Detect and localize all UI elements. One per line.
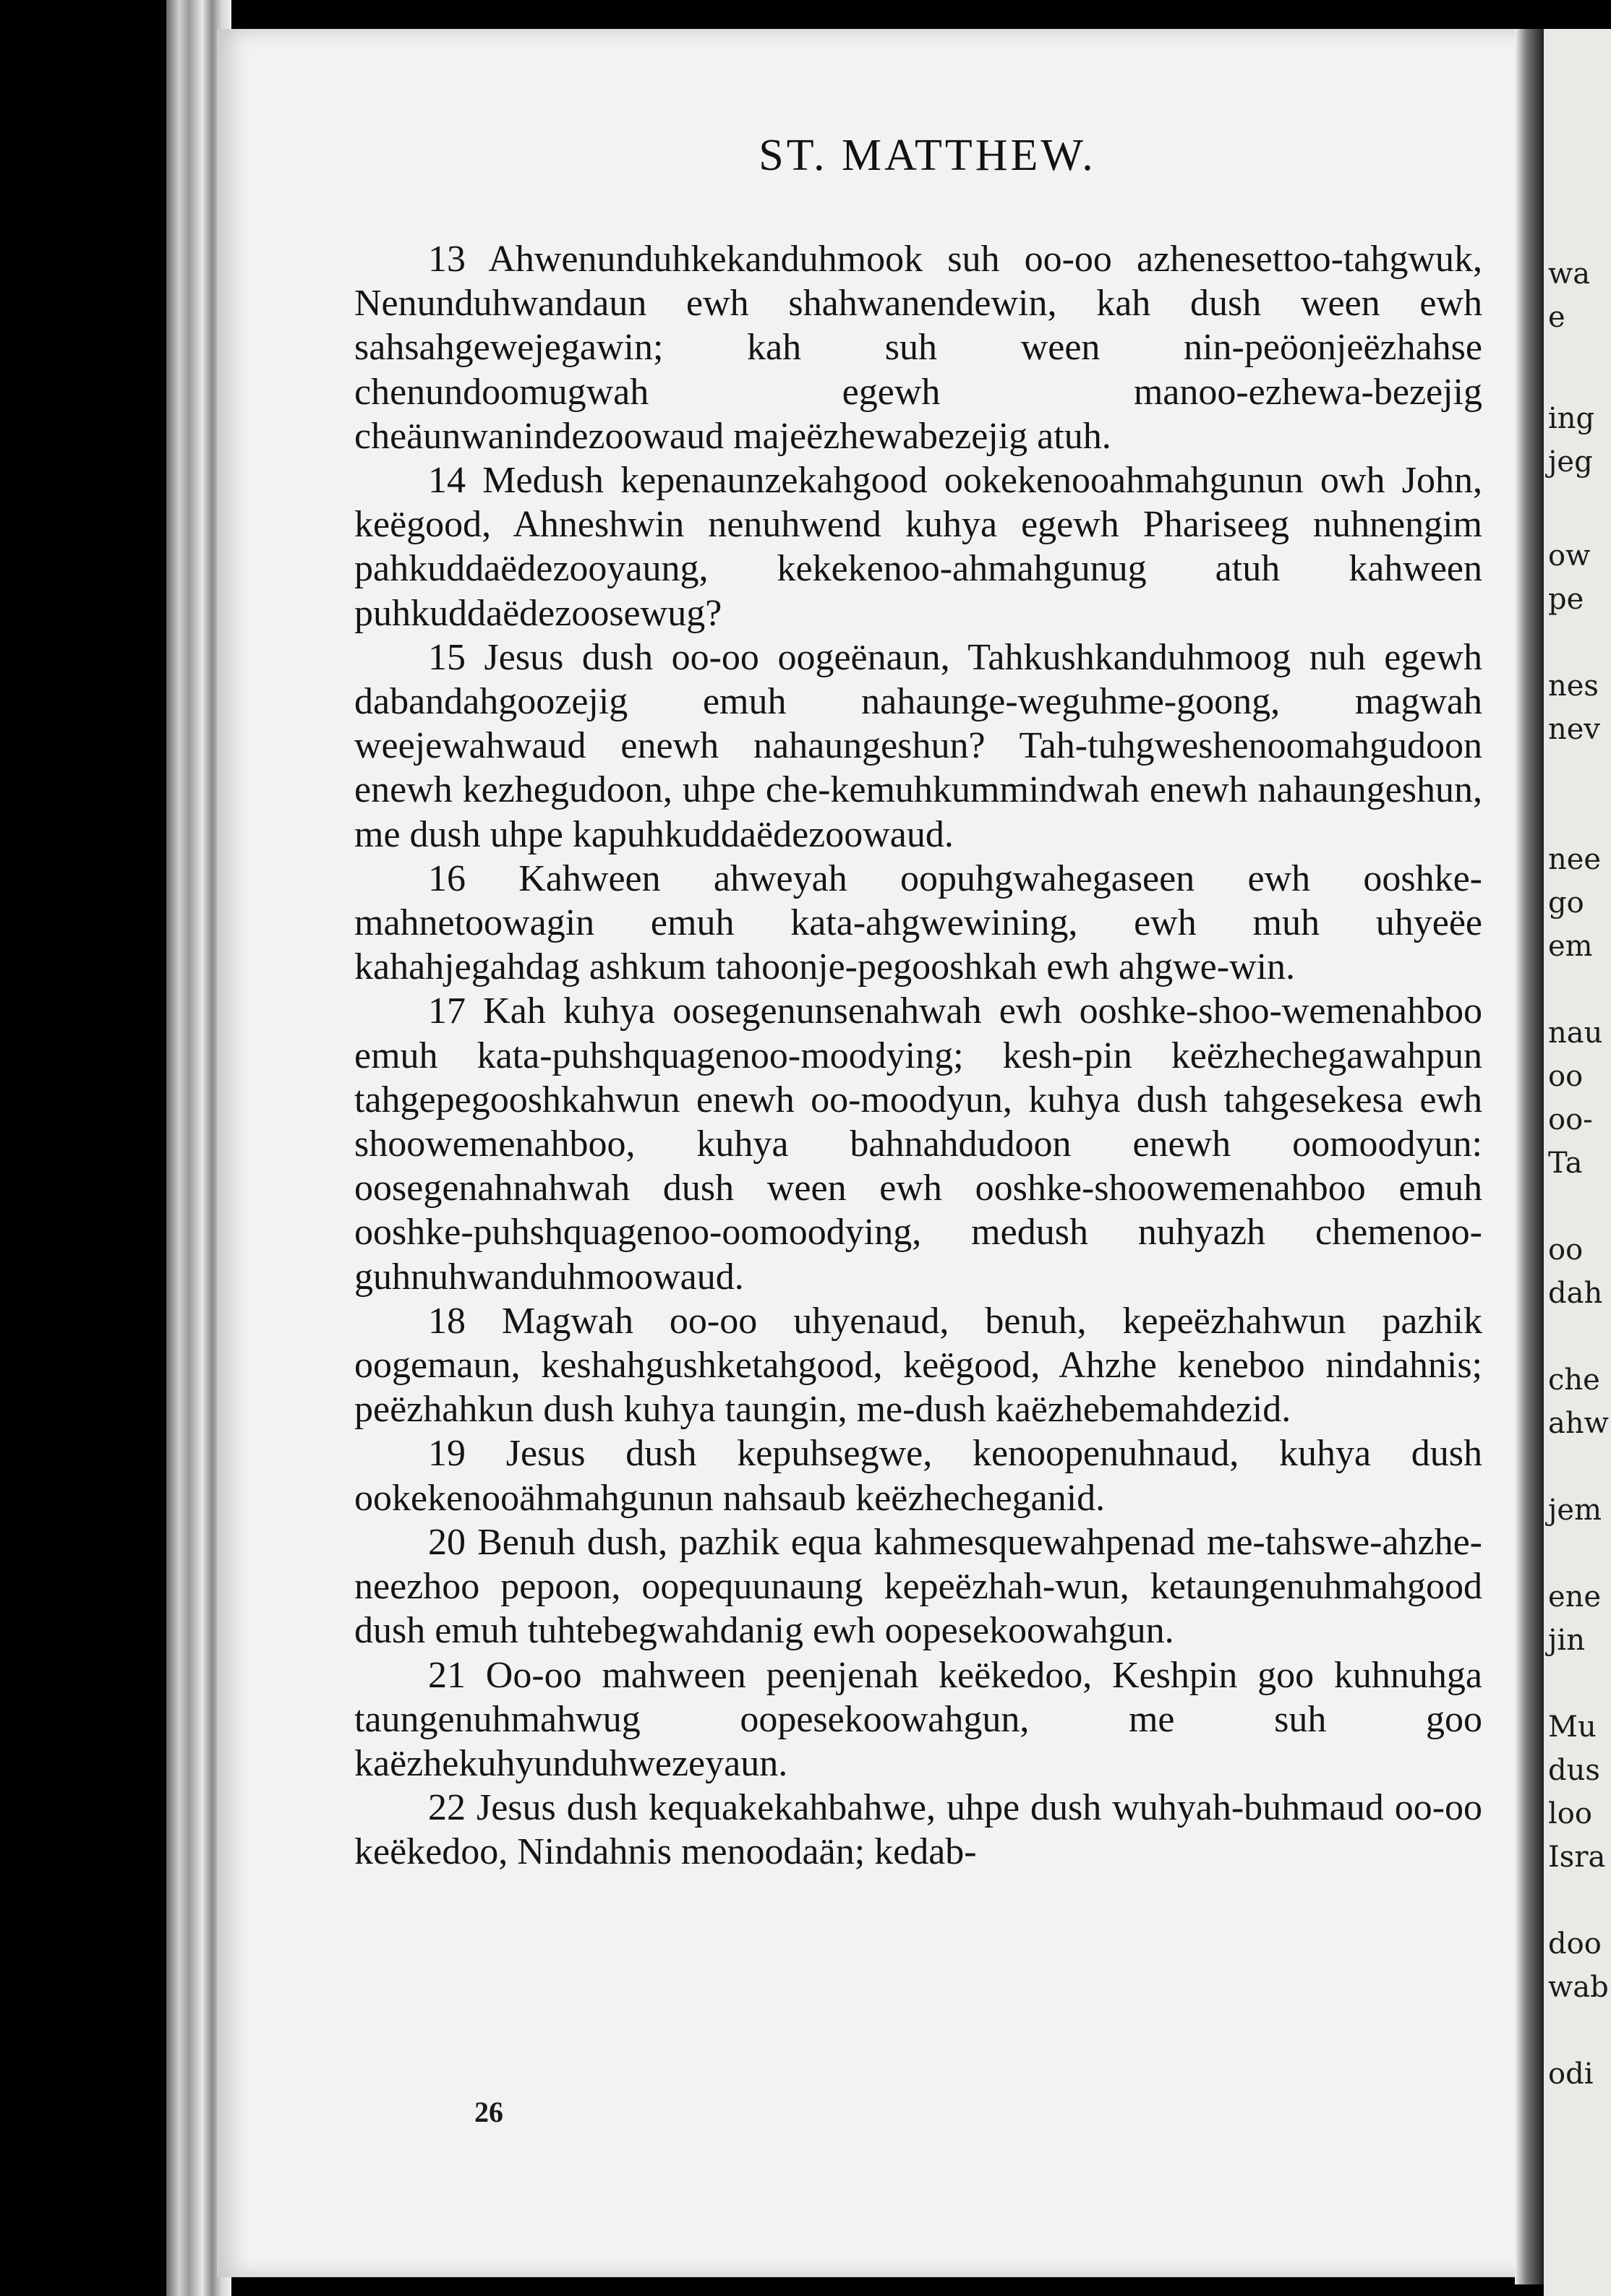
facing-line: wab (1548, 1971, 1609, 2004)
verse-number: 13 (428, 239, 466, 280)
page-body (354, 237, 1482, 1875)
page-number: 26 (474, 2096, 503, 2128)
facing-line: nau (1548, 1016, 1603, 1050)
facing-line: oo- (1548, 1103, 1593, 1136)
facing-line: odi (1548, 2057, 1594, 2091)
running-head: ST. MATTHEW. (759, 131, 1096, 180)
facing-page-fragment (1544, 29, 1611, 2296)
verse-text: Jesus dush oo-oo oogeënaun, Tahkushkanduhmoog nuh egewh dabandahgoozejig emuh nahaunge-weguhme-goong, magwah weejewahwaud enewh nahaungeshun? Tah-tuhgweshenoomahgudoon enewh kezhegudoon, uhpe che-kemuhkummindwah enewh nahaungeshun, me dush uhpe kapuhkuddaëdezoowaud. (354, 636, 1482, 855)
facing-line: ahw (1548, 1407, 1609, 1440)
verse-number: 20 (428, 1521, 466, 1563)
facing-line: e (1548, 301, 1565, 334)
facing-line: jin (1548, 1624, 1585, 1657)
facing-line: ing (1548, 402, 1595, 435)
verse-text: Kahween ahweyah oopuhgwahegaseen ewh ooshke-mahnetoowagin emuh kata-ahgwewining, ewh muh uhyeëe kahahjegahdag ashkum tahoonje-pegooshkah ewh ahgwe-win. (354, 857, 1482, 988)
verse-text: Magwah oo-oo uhyenaud, benuh, kepeëzhahwun pazhik oogemaun, keshahgushketahgood, keëgood, Ahzhe keneboo nindahnis; peëzhahkun dush kuhya taungin, me-dush kaëzhebemahdezid. (354, 1300, 1483, 1431)
book-page (217, 29, 1529, 2277)
verse-number: 15 (428, 636, 466, 678)
facing-line: ow (1548, 539, 1591, 573)
verse-22 (354, 1786, 1482, 1874)
verse-number: 21 (428, 1654, 466, 1696)
facing-line: dah (1548, 1277, 1603, 1310)
verse-number: 16 (428, 857, 466, 899)
verse-18 (354, 1299, 1482, 1432)
facing-line: wa (1548, 257, 1591, 291)
facing-line: oo (1548, 1060, 1584, 1093)
facing-line: nee (1548, 843, 1602, 876)
facing-line: go (1548, 886, 1584, 920)
facing-line: jeg (1548, 445, 1593, 479)
verse-17 (354, 989, 1482, 1298)
facing-line: nes (1548, 669, 1599, 703)
verse-text: Medush kepenaunzekahgood ookekenooahmahgunun owh John, keëgood, Ahneshwin nenuhwend kuhya egewh Phariseeg nuhnengim pahkuddaëdezooyaung, kekekenoo-ahmahgunug atuh kahween puhkuddaëdezoosewug? (354, 460, 1482, 634)
verse-number: 18 (428, 1300, 466, 1342)
facing-line: Mu (1548, 1710, 1597, 1744)
verse-text: Oo-oo mahween peenjenah keëkedoo, Keshpin goo kuhnuhga taungenuhmahwug oopesekoowahgun, me suh goo kaëzhekuhyunduhwezeyaun. (354, 1654, 1483, 1784)
verse-text: Jesus dush kequakekahbahwe, uhpe dush wuhyah-buhmaud oo-oo keëkedoo, Nindahnis menoodaän; kedab- (354, 1787, 1483, 1873)
verse-15 (354, 635, 1482, 857)
verse-number: 19 (428, 1433, 466, 1475)
facing-line: Ta (1548, 1147, 1583, 1180)
facing-line: oo (1548, 1233, 1584, 1267)
verse-14 (354, 458, 1482, 635)
verse-text: Kah kuhya oosegenunsenahwah ewh ooshke-shoo-wemenahboo emuh kata-puhshquagenoo-moodying; kesh-pin keëzhechegawahpun tahgepegooshkahwun enewh oo-moodyun, kuhya dush tahgesekesa ewh shoowemenahboo, kuhya bahnahdudoon enewh oomoodyun: oosegenahnahwah dush ween ewh ooshke-shoowemenahboo emuh ooshke-puhshquagenoo-oomoodying, medush nuhyazh chemenoo-guhnuhwanduhmoowaud. (354, 990, 1483, 1298)
facing-line: nev (1548, 713, 1601, 746)
verse-number: 17 (428, 990, 466, 1032)
facing-line: Isra (1548, 1841, 1606, 1874)
verse-text: Ahwenunduhkekanduhmook suh oo-oo azhenesettoo-tahgwuk, Nenunduhwandaun ewh shahwanendewin, kah dush ween ewh sahsahgewejegawin; kah suh ween nin-peöonjeëzhahse chenundoomugwah egewh manoo-ezhewa-bezejig cheäunwanindezoowaud majeëzhewabezejig atuh. (354, 239, 1482, 457)
facing-line: che (1548, 1363, 1600, 1397)
verse-21 (354, 1653, 1482, 1786)
verse-text: Jesus dush kepuhsegwe, kenoopenuhnaud, kuhya dush ookekenooähmahgunun nahsaub keëzhecheganid. (354, 1433, 1482, 1519)
verse-16 (354, 857, 1482, 990)
verse-20 (354, 1520, 1482, 1653)
verse-19 (354, 1431, 1482, 1520)
facing-line: doo (1548, 1927, 1602, 1961)
page-edge-shadow (1515, 29, 1544, 2284)
facing-line: em (1548, 930, 1593, 963)
verse-number: 14 (428, 460, 466, 502)
facing-line: dus (1548, 1754, 1600, 1787)
facing-line: loo (1548, 1797, 1592, 1830)
verse-13 (354, 237, 1482, 458)
facing-line: jem (1548, 1494, 1602, 1527)
verse-text: Benuh dush, pazhik equa kahmesquewahpenad me-tahswe-ahzhe-neezhoo pepoon, oopequunaung kepeëzhah-wun, ketaungenuhmahgood dush emuh tuhtebegwahdanig ewh oopesekoowahgun. (354, 1521, 1483, 1652)
verse-number: 22 (428, 1787, 466, 1829)
facing-line: ene (1548, 1580, 1602, 1614)
facing-line: pe (1548, 583, 1584, 616)
